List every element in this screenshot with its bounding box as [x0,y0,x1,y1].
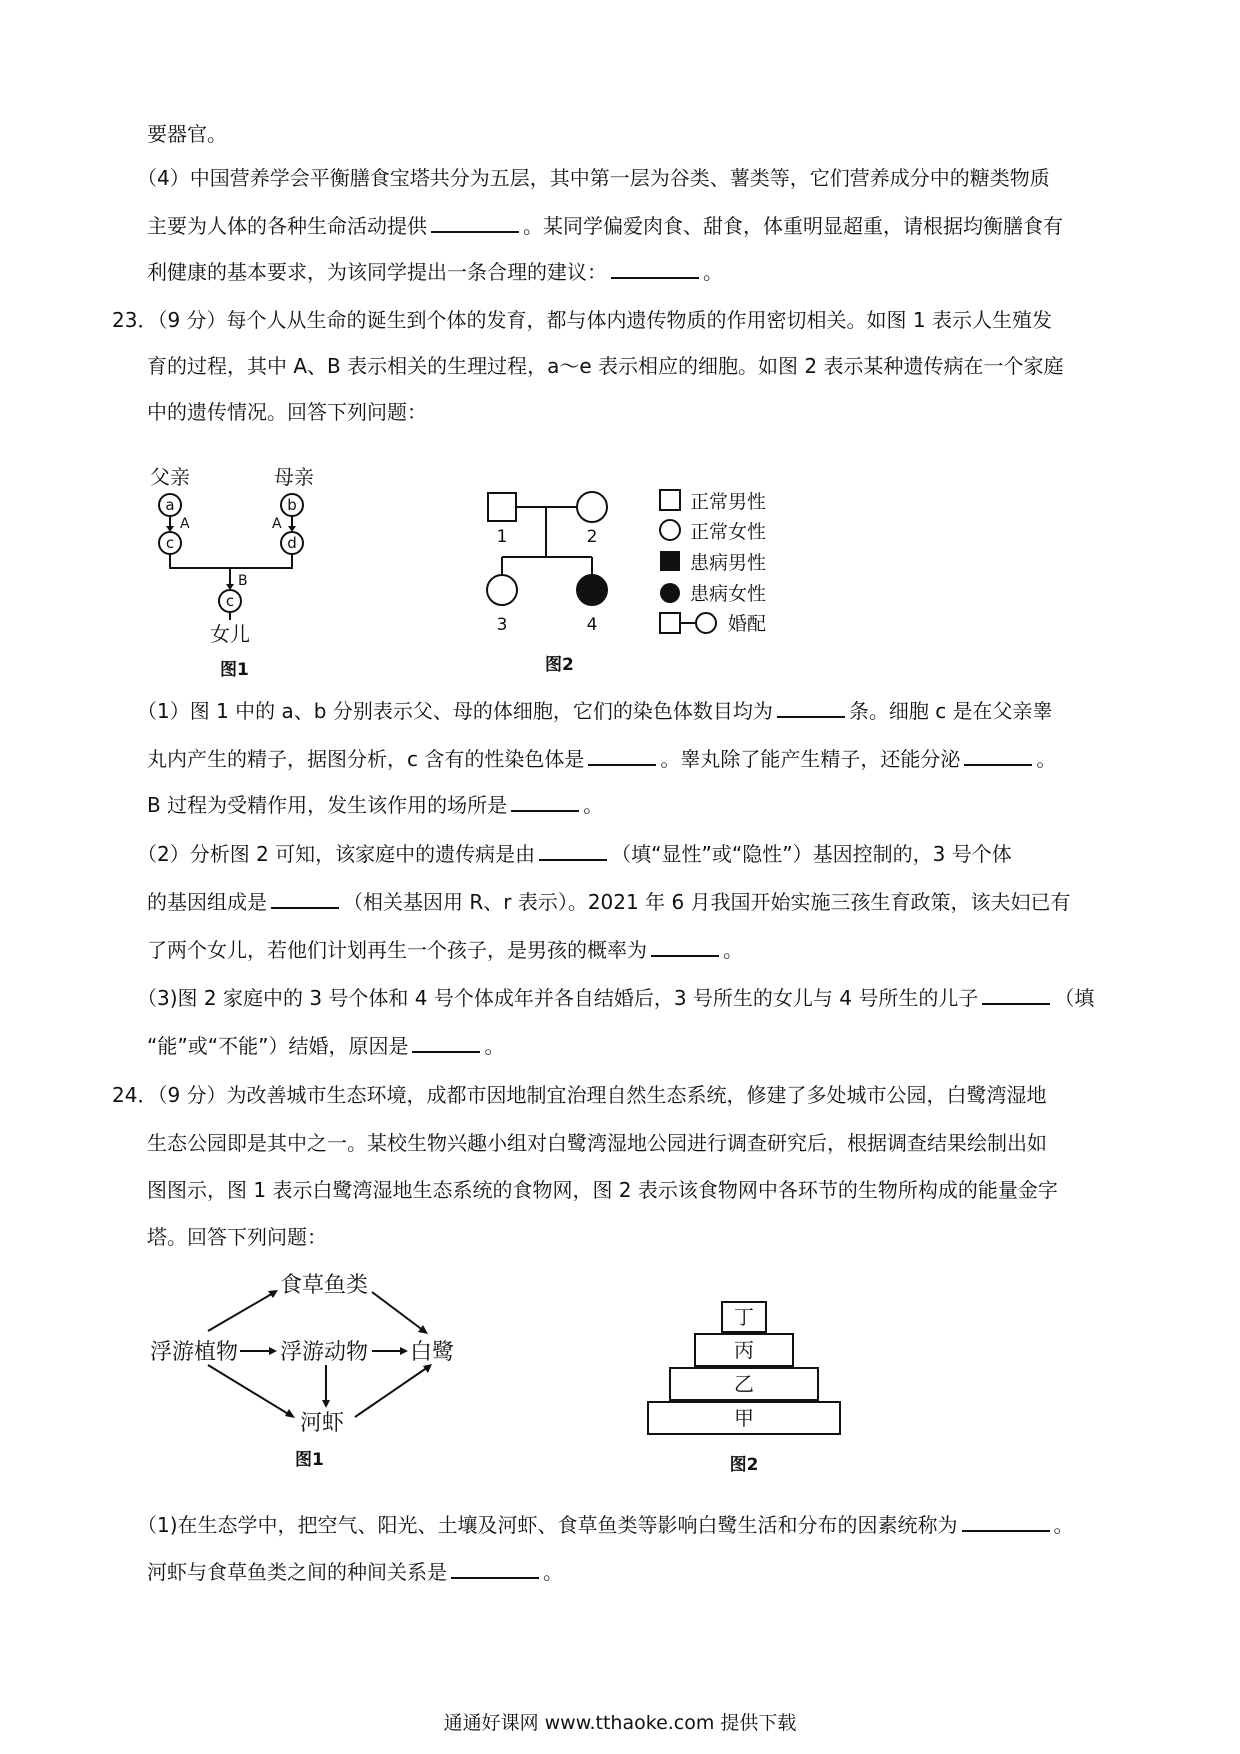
cell-d-label: d [287,534,297,552]
pyramid-label-yi: 乙 [734,1372,754,1396]
text-line: 中的遗传情况。回答下列问题： [147,400,427,424]
arrow-fish-egret [372,1292,424,1331]
legend-marriage: 婚配 [728,613,767,635]
node-shrimp: 河虾 [300,1411,345,1436]
text-span: 。 [543,1560,563,1584]
text-span: 主要为人体的各种生命活动提供 [147,214,427,238]
node-egret: 白鹭 [410,1340,455,1365]
daughter-label: 女儿 [210,622,250,646]
text-span: 利健康的基本要求，为该同学提出一条合理的建议： [147,260,607,284]
energy-pyramid [640,1300,860,1485]
answer-blank[interactable] [962,1512,1050,1532]
text-span: （2）分析图 2 可知，该家庭中的遗传病是由 [137,842,536,866]
text-line [147,745,1056,773]
text-span: 。某同学偏爱肉食、甜食，体重明显超重，请根据均衡膳食有 [523,214,1063,238]
text-span: 的基因组成是 [147,890,267,914]
text-span: 。 [723,938,743,962]
text-span: （3)图 2 家庭中的 3 号个体和 4 号个体成年并各自结婚后，3 号所生的女儿与 4 号所生的儿子 [137,986,979,1010]
legend-normal-male-icon [660,490,680,510]
legend-normal-male: 正常男性 [690,491,767,513]
legend-ill-female-icon [660,583,680,603]
text-line: 塔。回答下列问题： [147,1225,327,1249]
figure-caption: 图2 [729,1455,759,1475]
text-span: 。 [484,1034,505,1058]
legend-ill-male-icon [660,551,680,571]
legend-ill-male: 患病男性 [690,552,767,574]
answer-blank[interactable] [982,985,1050,1005]
individual-2-number: 2 [586,527,598,547]
answer-blank[interactable] [511,792,579,812]
text-span: B 过程为受精作用，发生该作用的场所是 [147,793,508,817]
cell-a-label: a [165,496,175,514]
process-a2-label: A [272,516,282,532]
text-line: 育的过程，其中 A、B 表示相关的生理过程，a～e 表示相应的细胞。如图 2 表示某种遗传病在一个家庭 [147,354,1064,378]
individual-3-number: 3 [496,615,508,635]
text-line [137,840,1012,868]
arrow-plant-fish [208,1292,275,1331]
pyramid-label-bing: 丙 [734,1338,754,1362]
text-line: （4）中国营养学会平衡膳食宝塔共分为五层，其中第一层为谷类、薯类等，它们营养成分中的糖类物质 [137,166,1050,190]
cell-e-label: c [225,592,235,610]
text-line [137,1511,1074,1539]
text-span: （1）图 1 中的 a、b 分别表示父、母的体细胞，它们的染色体数目均为 [137,699,773,723]
text-span: （填 [1054,986,1095,1010]
legend-ill-female: 患病女性 [690,583,767,605]
pyramid-label-ding: 丁 [734,1305,754,1329]
text-span: 丸内产生的精子，据图分析，c 含有的性染色体是 [147,747,585,771]
text-span: 。睾丸除了能产生精子，还能分泌 [660,747,961,771]
legend-normal-female-icon [660,520,680,540]
answer-blank[interactable] [588,746,656,766]
individual-2 [577,492,607,522]
arrow-plant-shrimp [208,1365,290,1415]
pedigree-diagram [470,480,810,680]
text-line [147,258,723,286]
text-line [147,888,1071,916]
legend-normal-female: 正常女性 [690,521,767,543]
text-line [147,212,1063,240]
text-span: （1)在生态学中，把空气、阳光、土壤及河虾、食草鱼类等影响白鹭生活和分布的因素统称为 [137,1513,958,1537]
figure-caption: 图1 [295,1450,324,1470]
text-span: 河虾与食草鱼类之间的种间关系是 [147,1560,447,1584]
page-footer: 通通好课网 www.tthaoke.com 提供下载 [443,1712,797,1734]
mother-label: 母亲 [274,465,314,489]
text-line [147,791,603,819]
text-span: 条。细胞 c 是在父亲睾 [848,699,1053,723]
legend-marriage-male-icon [660,613,680,633]
node-phytoplankton: 浮游植物 [150,1340,239,1365]
text-span: 。 [1053,1513,1074,1537]
reproduction-diagram [140,460,340,685]
text-line: 要器官。 [147,122,227,146]
figure-caption: 图1 [220,660,249,680]
text-line [147,936,743,964]
process-b-label: B [238,573,248,589]
text-span: （填“显性”或“隐性”）基因控制的，3 号个体 [611,842,1012,866]
answer-blank[interactable] [271,889,339,909]
text-span: 。 [1036,747,1057,771]
node-zooplankton: 浮游动物 [280,1340,369,1365]
answer-blank[interactable] [964,746,1032,766]
individual-4-number: 4 [586,615,598,635]
arrow-shrimp-egret [355,1367,428,1417]
pyramid-label-jia: 甲 [734,1406,754,1430]
father-label: 父亲 [150,465,190,489]
text-span: 。 [703,260,723,284]
text-span: 了两个女儿，若他们计划再生一个孩子，是男孩的概率为 [147,938,647,962]
legend-marriage-female-icon [696,613,716,633]
cell-b-label: b [287,496,297,514]
question-23-stem: 23．（9 分）每个人从生命的诞生到个体的发育，都与体内遗传物质的作用密切相关。如图 1 表示人生殖发 [112,308,1052,332]
text-span: 。 [583,793,604,817]
answer-blank[interactable] [611,259,699,279]
individual-1-number: 1 [496,527,508,547]
text-line [147,1558,563,1586]
question-24-stem: 24．（9 分）为改善城市生态环境，成都市因地制宜治理自然生态系统，修建了多处城市公园，白鹭湾湿地 [112,1083,1047,1107]
answer-blank[interactable] [651,937,719,957]
text-line [137,697,1053,725]
food-web-diagram [140,1265,480,1475]
text-span: （相关基因用 R、r 表示）。2021 年 6 月我国开始实施三孩生育政策，该夫妇已有 [343,890,1071,914]
text-line [137,984,1094,1012]
text-line: 图图示，图 1 表示白鹭湾湿地生态系统的食物网，图 2 表示该食物网中各环节的生物所构成的能量金字 [147,1178,1058,1202]
node-herbivorous-fish: 食草鱼类 [280,1273,369,1298]
text-line: 生态公园即是其中之一。某校生物兴趣小组对白鹭湾湿地公园进行调查研究后，根据调查结果绘制出如 [147,1131,1047,1155]
answer-blank[interactable] [431,213,519,233]
answer-blank[interactable] [412,1033,480,1053]
answer-blank[interactable] [777,698,845,718]
figure-caption: 图2 [545,655,574,675]
individual-3 [487,575,517,605]
text-span: “能”或“不能”）结婚，原因是 [147,1034,409,1058]
answer-blank[interactable] [539,841,607,861]
cell-c-label: c [165,534,175,552]
text-line [147,1032,504,1060]
individual-4 [577,575,607,605]
answer-blank[interactable] [451,1559,539,1579]
individual-1 [488,493,516,521]
process-a-label: A [180,516,190,532]
